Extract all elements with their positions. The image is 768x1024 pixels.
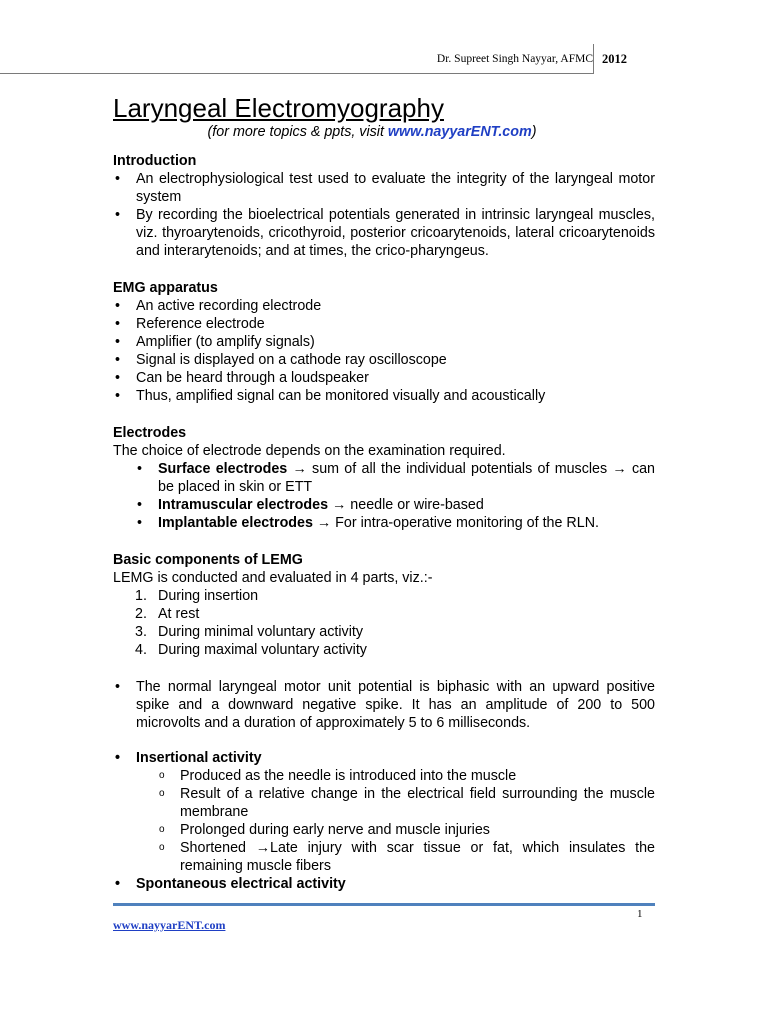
electrode-term: Intramuscular electrodes: [158, 497, 329, 513]
section-heading-introduction: Introduction: [113, 153, 197, 169]
header-author: Dr. Supreet Singh Nayyar, AFMC: [436, 53, 593, 65]
subtitle-prefix: (for more topics & ppts, visit: [207, 124, 388, 140]
components-list: [113, 587, 655, 659]
components-intro: LEMG is conducted and evaluated in 4 parts, viz.:-: [113, 570, 433, 586]
list-item: [113, 587, 655, 605]
list-item: • Can be heard through a loudspeaker: [113, 369, 655, 387]
header-rule: [0, 73, 593, 74]
item-number: 3.: [135, 624, 147, 640]
electrodes-intro: The choice of electrode depends on the examination required.: [113, 443, 506, 459]
apparatus-list: [113, 297, 655, 405]
spacer: [113, 405, 655, 424]
motor-unit-list: [113, 678, 655, 732]
list-item: [113, 514, 655, 532]
electrode-desc: → needle or wire-based: [328, 497, 484, 513]
list-item: [113, 605, 655, 623]
activity-list: [113, 749, 655, 893]
item-text: During maximal voluntary activity: [158, 642, 367, 658]
page-title: Laryngeal Electromyography: [113, 93, 444, 123]
subtitle: [113, 123, 655, 141]
electrodes-list: [113, 460, 655, 532]
list-item: o Result of a relative change in the electrical field surrounding the muscle membrane: [113, 785, 655, 821]
list-item: [113, 496, 655, 514]
list-item: [113, 641, 655, 659]
document-body: [113, 93, 655, 893]
item-number: 4.: [135, 642, 147, 658]
section-heading-insertional: • Insertional activity: [113, 749, 655, 767]
section-heading-apparatus: EMG apparatus: [113, 280, 218, 296]
item-text: During minimal voluntary activity: [158, 624, 363, 640]
list-item: • An active recording electrode: [113, 297, 655, 315]
spacer: [113, 532, 655, 551]
list-item: • An electrophysiological test used to evaluate the integrity of the laryngeal motor system: [113, 170, 655, 206]
item-text: During insertion: [158, 588, 259, 604]
spacer: [113, 260, 655, 279]
item-number: 2.: [135, 606, 147, 622]
section-heading-components: Basic components of LEMG: [113, 552, 303, 568]
list-item: o Produced as the needle is introduced into the muscle: [113, 767, 655, 785]
item-text: At rest: [158, 606, 200, 622]
section-heading-spontaneous: • Spontaneous electrical activity: [113, 875, 655, 893]
header-year: 2012: [602, 52, 627, 66]
subtitle-link[interactable]: www.nayyarENT.com: [387, 124, 532, 140]
list-item: [113, 460, 655, 496]
list-item: • Amplifier (to amplify signals): [113, 333, 655, 351]
page-header: [0, 44, 768, 74]
list-item: • Reference electrode: [113, 315, 655, 333]
footer-link[interactable]: www.nayyarENT.com: [113, 918, 226, 932]
footer-rule: [113, 903, 655, 906]
spacer: [113, 659, 655, 678]
list-item: • By recording the bioelectrical potentials generated in intrinsic laryngeal muscles, viz. thyroarytenoids, cricothyroid, posterior cricoarytenoids, lateral cricoarytenoids and interarytenoids; and at times, the crico-pharyngeus.: [113, 206, 655, 260]
list-item: • Thus, amplified signal can be monitored visually and acoustically: [113, 387, 655, 405]
list-item: o Shortened →Late injury with scar tissue or fat, which insulates the remaining muscle fibers: [113, 839, 655, 875]
header-separator: [593, 44, 594, 74]
electrode-desc: → For intra-operative monitoring of the RLN.: [312, 515, 599, 531]
spacer: [113, 732, 655, 749]
electrode-desc: → sum of all the individual potentials of muscles → can be placed in skin or ETT: [158, 461, 655, 495]
list-item: o Prolonged during early nerve and muscle injuries: [113, 821, 655, 839]
subtitle-suffix: ): [531, 124, 537, 140]
list-item: • Signal is displayed on a cathode ray oscilloscope: [113, 351, 655, 369]
page-number: 1: [637, 908, 643, 920]
electrode-term: Surface electrodes: [158, 461, 288, 477]
electrode-term: Implantable electrodes: [158, 515, 313, 531]
list-item: [113, 623, 655, 641]
item-number: 1.: [135, 588, 147, 604]
introduction-list: [113, 170, 655, 260]
list-item: • The normal laryngeal motor unit potential is biphasic with an upward positive spike and a downward negative spike. It has an amplitude of 200 to 500 microvolts and a duration of approximately 5 to 6 milliseconds.: [113, 678, 655, 732]
section-heading-electrodes: Electrodes: [113, 425, 187, 441]
